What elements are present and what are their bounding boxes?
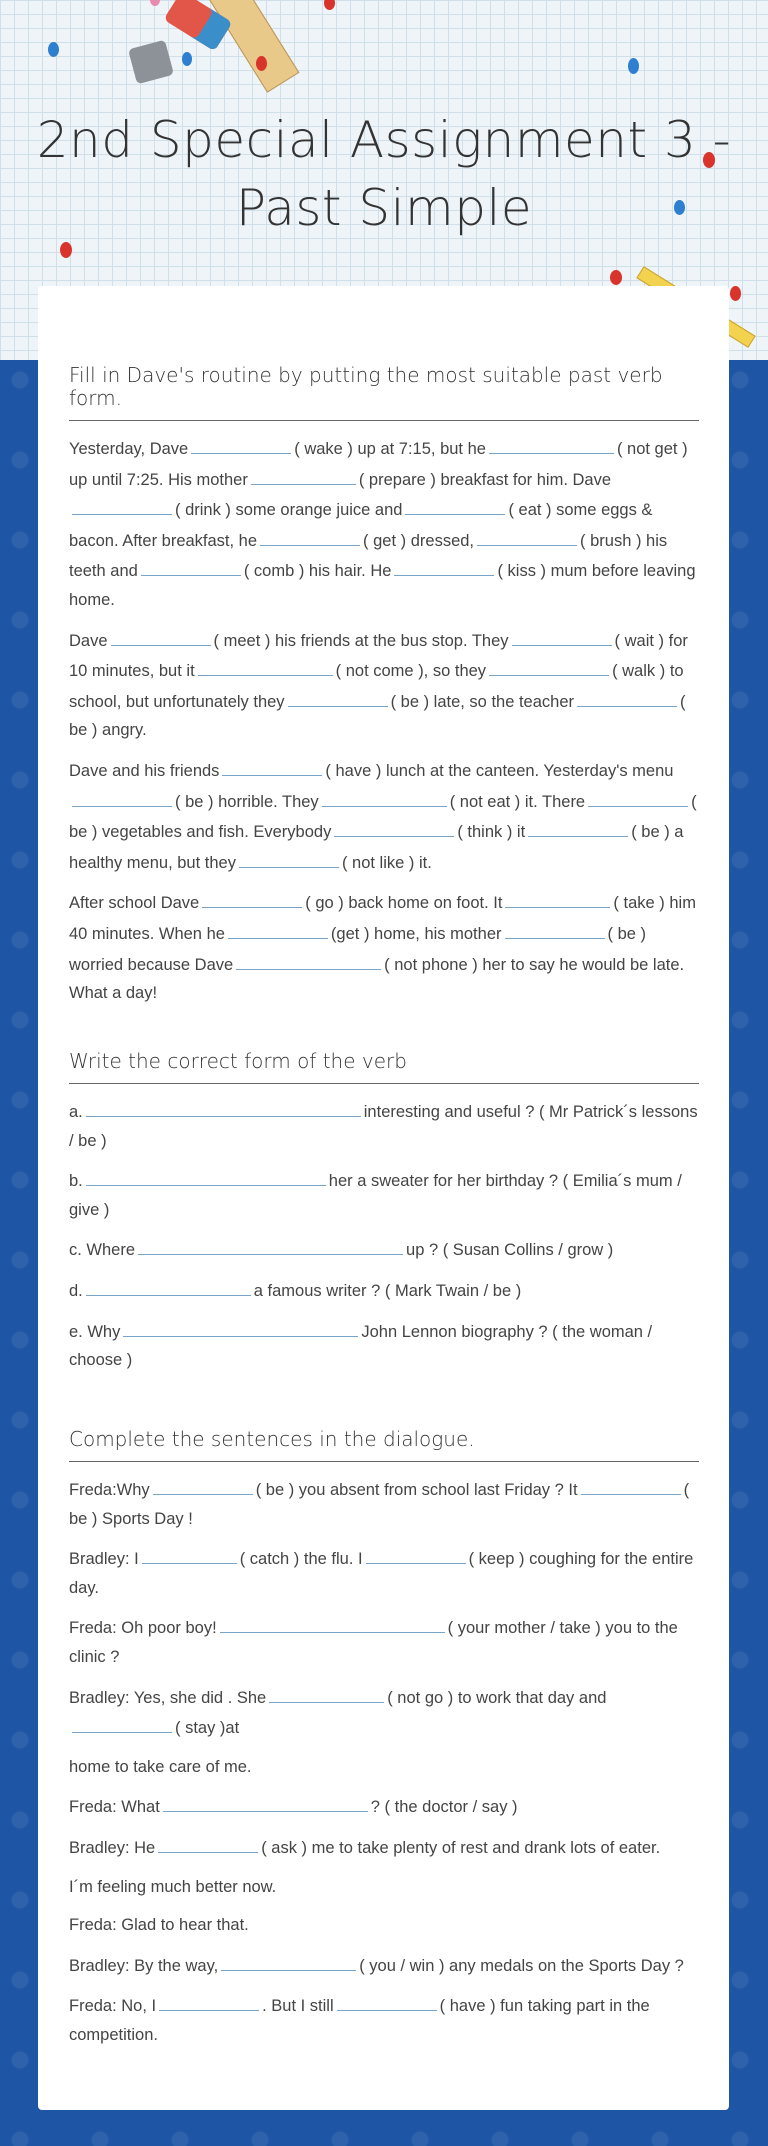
exercise-text: ( not eat ) it. There [449,792,586,811]
exercise-text: ( drink ) some orange juice and [175,501,403,520]
exercise-text: Freda: What [69,1798,160,1817]
exercise-text: ( have ) fun taking part in the competition. [69,1997,650,2044]
exercise-paragraph [69,1612,699,1671]
exercise-text: ( be ) you absent from school last Friday ? It [255,1481,578,1499]
exercise-text: ( not like ) it. [341,853,432,872]
answer-blank[interactable] [505,887,610,908]
confetti-dot [730,286,741,301]
exercise-text: ( be ) worried because Dave [69,924,647,974]
exercise-paragraph [69,1911,699,1940]
answer-blank[interactable] [581,1474,681,1495]
section-title: Fill in Dave's routine by putting the most suitable past verb form. [69,364,699,421]
exercise-text: d. [69,1281,83,1300]
paragraphs [69,433,699,1008]
exercise-text: ( your mother / take ) you to the clinic ? [69,1619,678,1666]
exercise-text: a. [69,1103,83,1121]
answer-blank[interactable] [269,1682,384,1703]
exercise-text: ( be ) vegetables and fish. Everybody [69,792,697,842]
answer-blank[interactable] [528,816,628,837]
exercise-paragraph [69,1096,699,1155]
exercise-text: ( have ) lunch at the canteen. Yesterday's menu [325,761,674,780]
exercise-paragraph [69,1950,699,1981]
page-title: 2nd Special Assignment 3 - Past Simple [36,111,732,237]
exercise-text: (get ) home, his mother [330,924,502,943]
answer-blank[interactable] [394,555,494,576]
exercise-text: I´m feeling much better now. [69,1877,277,1896]
exercise-text: ( be ) a healthy menu, but they [69,823,684,872]
exercise-text: ( not get ) up until 7:25. His mother [69,440,688,489]
exercise-text: . But I still [262,1997,334,2016]
answer-blank[interactable] [142,1543,237,1564]
exercise-paragraph [69,1832,699,1863]
exercise-paragraph [69,1682,699,1743]
exercise-paragraph [69,1873,699,1902]
section-title: Complete the sentences in the dialogue. [69,1428,699,1462]
exercise-text: ( prepare ) breakfast for him. Dave [358,470,612,489]
answer-blank[interactable] [288,686,388,707]
answer-blank[interactable] [489,655,609,676]
answer-blank[interactable] [111,625,211,646]
exercise-text: ? ( the doctor / say ) [370,1798,518,1817]
exercise-paragraph [69,1234,699,1265]
exercise-text: up ? ( Susan Collins / grow ) [406,1241,614,1260]
paragraphs [69,1096,699,1375]
exercise-text: ( catch ) the flu. I [239,1550,363,1569]
answer-blank[interactable] [86,1096,361,1117]
answer-blank[interactable] [251,464,356,485]
exercise-text: e. Why [69,1322,121,1341]
exercise-text: ( kiss ) mum before leaving home. [69,562,696,609]
answer-blank[interactable] [72,786,172,807]
answer-blank[interactable] [228,918,328,939]
answer-blank[interactable] [236,949,381,970]
answer-blank[interactable] [220,1612,445,1633]
exercise-text: ( brush ) his teeth and [69,531,668,581]
exercise-paragraph [69,887,699,1007]
exercise-paragraph [69,1791,699,1822]
answer-blank[interactable] [337,1990,437,2011]
answer-blank[interactable] [577,686,677,707]
exercise-text: ( you / win ) any medals on the Sports Day ? [359,1956,684,1975]
answer-blank[interactable] [72,1712,172,1733]
exercise-paragraph [69,1316,699,1375]
answer-blank[interactable] [163,1791,368,1812]
answer-blank[interactable] [260,525,360,546]
answer-blank[interactable] [138,1234,403,1255]
exercise-text: ( not phone ) her to say he would be late. What a day! [69,955,685,1003]
exercise-text: ( get ) dressed, [363,531,475,550]
exercise-text: ( go ) back home on foot. It [305,894,503,913]
confetti-dot [610,270,622,285]
exercise-text: Bradley: I [69,1550,139,1569]
answer-blank[interactable] [159,1990,259,2011]
exercise-paragraph [69,755,699,877]
answer-blank[interactable] [239,847,339,868]
answer-blank[interactable] [86,1165,326,1186]
answer-blank[interactable] [198,655,333,676]
answer-blank[interactable] [153,1474,253,1495]
exercise-paragraph [69,1474,699,1533]
exercise-text: ( take ) him 40 minutes. When he [69,894,696,943]
worksheet-card [38,286,729,2110]
exercise-text: home to take care of me. [69,1757,252,1776]
exercise-text: ( stay )at [175,1719,240,1738]
confetti-dot [60,242,72,258]
answer-blank[interactable] [86,1275,251,1296]
exercise-text: Bradley: By the way, [69,1956,219,1975]
section-title: Write the correct form of the verb [69,1050,699,1084]
exercise-text: ( meet ) his friends at the bus stop. They [213,631,509,650]
answer-blank[interactable] [158,1832,258,1853]
answer-blank[interactable] [505,918,605,939]
answer-blank[interactable] [334,816,454,837]
exercise-text: ( keep ) coughing for the entire day. [69,1550,694,1597]
answer-blank[interactable] [477,525,577,546]
exercise-text: Freda:Why [69,1481,150,1499]
exercise-text: ( not go ) to work that day and [387,1688,607,1707]
section-past-routine [69,364,699,1018]
exercise-paragraph [69,1543,699,1602]
exercise-paragraph [69,433,699,615]
answer-blank[interactable] [202,887,302,908]
exercise-text: Yesterday, Dave [69,440,189,458]
exercise-text: interesting and useful ? ( Mr Patrick´s lessons / be ) [69,1103,698,1150]
answer-blank[interactable] [588,786,688,807]
exercise-text: ( ask ) me to take plenty of rest and drank lots of eater. [261,1838,661,1857]
answer-blank[interactable] [221,1950,356,1971]
exercise-text: After school Dave [69,894,200,913]
confetti-dot [628,58,639,74]
answer-blank[interactable] [366,1543,466,1564]
exercise-text: Bradley: He [69,1838,156,1857]
exercise-paragraph [69,1753,699,1782]
exercise-text: Dave and his friends [69,761,220,780]
confetti-dot [256,56,267,71]
answer-blank[interactable] [322,786,447,807]
exercise-text: ( think ) it [457,823,526,842]
answer-blank[interactable] [123,1316,358,1337]
exercise-text: ( walk ) to school, but unfortunately they [69,662,684,711]
answer-blank[interactable] [191,433,291,454]
exercise-text: Dave [69,631,108,650]
exercise-text: ( eat ) some eggs & bacon. After breakfast, he [69,501,653,550]
answer-blank[interactable] [141,555,241,576]
exercise-text: ( comb ) his hair. He [243,562,392,581]
exercise-text: ( be ) Sports Day ! [69,1481,690,1528]
exercise-text: ( not come ), so they [335,662,487,681]
exercise-paragraph [69,625,699,745]
exercise-text: ( be ) late, so the teacher [390,692,574,711]
exercise-text: Freda: Oh poor boy! [69,1619,217,1638]
paragraphs [69,1474,699,2050]
exercise-text: Freda: Glad to hear that. [69,1916,249,1935]
section-correct-form [69,1050,699,1385]
exercise-text: John Lennon biography ? ( the woman / choose ) [69,1322,653,1370]
exercise-text: c. Where [69,1241,136,1260]
exercise-text: ( be ) horrible. They [175,792,319,811]
exercise-text: her a sweater for her birthday ? ( Emilia´s mum / give ) [69,1172,682,1219]
section-dialogue [69,1428,699,2060]
exercise-text: b. [69,1172,83,1191]
exercise-text: Bradley: Yes, she did . She [69,1688,267,1707]
exercise-text: Freda: No, I [69,1997,157,2016]
exercise-text: ( wake ) up at 7:15, but he [294,440,486,458]
answer-blank[interactable] [489,433,614,454]
answer-blank[interactable] [512,625,612,646]
answer-blank[interactable] [405,494,505,515]
answer-blank[interactable] [72,494,172,515]
exercise-text: a famous writer ? ( Mark Twain / be ) [253,1281,522,1300]
exercise-paragraph [69,1165,699,1224]
exercise-paragraph [69,1275,699,1306]
exercise-text: ( wait ) for 10 minutes, but it [69,631,688,681]
confetti-dot [182,52,192,66]
exercise-text: ( be ) angry. [69,692,686,740]
exercise-paragraph [69,1990,699,2049]
confetti-dot [48,42,59,57]
answer-blank[interactable] [222,755,322,776]
